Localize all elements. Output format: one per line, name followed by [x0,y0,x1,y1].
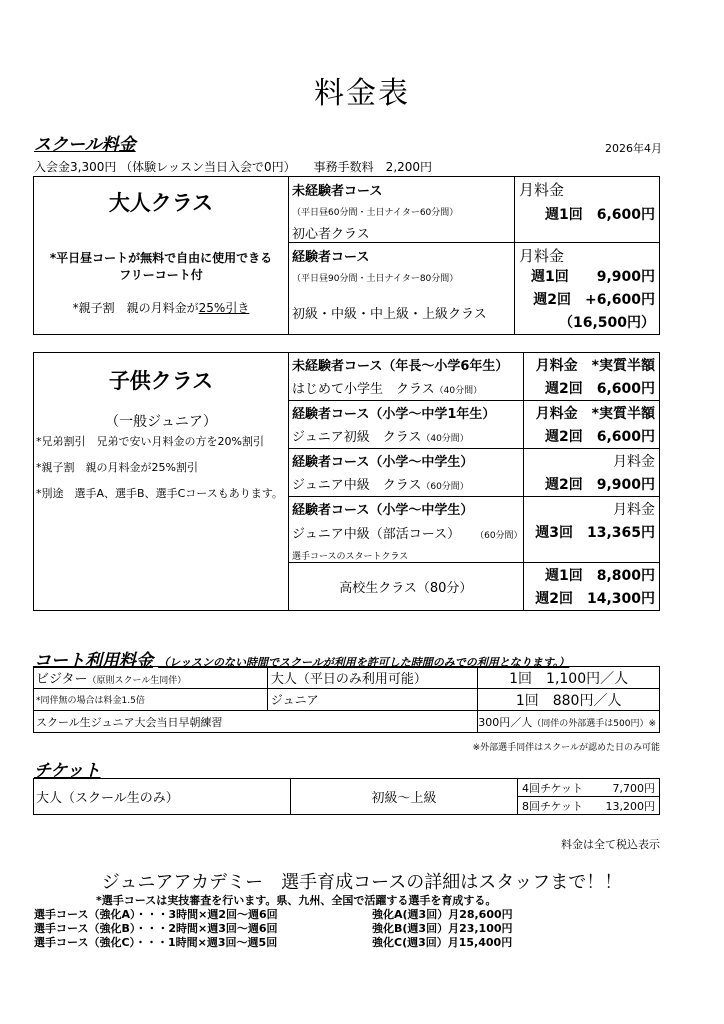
kids-row-3-course [289,449,524,497]
kids-row-2-price-cell [523,401,659,449]
kids-row-2-course [289,401,524,449]
kids-row-4-price-cell [523,497,659,563]
court-early-label: スクール生ジュニア大会当日早朝練習 [36,715,223,729]
court-junior-price: 1回 880円／人 [515,692,622,709]
ticket-4-label: 4回チケット [522,781,584,795]
adult-note-3: *親子割 親の月料金が25%引き [72,301,250,315]
ticket-8-price: 13,200円 [605,799,655,813]
academy-price-b: 強化B(週3回）月23,100円 [372,922,513,935]
kids-row-4-extra: 選手コースのスタートクラス [292,552,409,562]
kids-row-1-price: 週2回 6,600円 [544,381,655,397]
adult-note-2: フリーコート付 [119,268,203,282]
tax-note: 料金は全て税込表示 [561,838,660,851]
kids-row-1-price-cell [523,353,659,401]
kids-class-name: 子供クラス [108,369,214,393]
court-visitor-cell [34,667,268,689]
ticket-level-cell [291,779,518,815]
court-junior-price-cell [478,689,660,711]
court-visitor-note: *同伴無の場合は料金1.5倍 [36,696,145,706]
kids-row-3-month: 月料金 [613,454,655,470]
kids-hs-label: 高校生クラス（80分） [339,581,473,596]
kids-hs-cell [289,563,524,611]
date: 2026年4月 [605,142,662,155]
ticket-level: 初級～上級 [371,791,437,806]
ticket-table [33,778,660,815]
adult-course2-cell [289,243,515,335]
adult-note-1: *平日昼コートが無料で自由に使用できる [49,251,273,265]
adult-course1-month: 月料金 [519,181,565,199]
kids-row-2-class: ジュニア初級 クラス（40分間） [292,430,469,445]
academy-price-a: 強化A(週3回）月28,600円 [372,908,513,921]
kids-row-2-month: 月料金 *実質半額 [535,406,655,422]
kids-row-2-title: 経験者コース（小学～中学1年生） [292,407,496,422]
kids-note-2: *親子割 親の月料金が25%割引 [36,461,198,474]
kids-row-3-price-cell [523,449,659,497]
ticket-4-cell [518,779,660,797]
kids-class-cell [34,353,289,611]
court-table [33,666,660,733]
court-early-cell [34,711,478,733]
court-adult-label: 大人（平日のみ利用可能） [270,672,427,687]
academy-line-b: 選手コース（強化B）・・・2時間×週3回～週6回 [34,922,278,935]
ticket-who: 大人（スクール生のみ） [36,791,179,806]
kids-row-4-month: 月料金 [613,502,655,518]
academy-note: *選手コースは実技審査を行います。県、九州、全国で活躍する選手を育成する。 [96,894,497,907]
page-title: 料金表 [314,76,410,111]
adult-course1-class: 初心者クラス [292,227,370,242]
kids-hs-price-2: 週2回 14,300円 [535,591,655,607]
adult-table [33,176,660,335]
court-visitor-sub: （原則スクール生同伴） [87,676,187,686]
court-early-price-cell [478,711,660,733]
ticket-heading: チケット [34,761,101,781]
adult-course2-price-cell [515,243,660,335]
court-visitor-label: ビジター [36,672,88,687]
kids-row-2-price: 週2回 6,600円 [544,429,655,445]
school-heading: スクール料金 [34,135,136,155]
kids-row-4-title: 経験者コース（小学～中学生） [292,503,474,518]
kids-row-1-month: 月料金 *実質半額 [535,358,655,374]
adult-course2-price-1: 週1回 9,900円 [530,269,655,285]
court-junior-cell [267,689,477,711]
ticket-4-price: 7,700円 [612,781,655,795]
academy-price-c: 強化C(週3回）月15,400円 [372,936,513,949]
court-adult-price: 1回 1,100円／人 [509,670,629,687]
kids-hs-price-cell [523,563,659,611]
kids-row-4-course [289,497,524,563]
court-early-note: （同伴の外部選手は500円）※ [532,718,656,729]
adult-course1-sub: （平日昼60分間・土日ナイター60分間） [292,208,459,218]
kids-hs-price-1: 週1回 8,800円 [544,568,655,584]
court-early-price: 300円／人 [478,715,533,729]
academy-left-list [34,908,278,950]
academy-line-a: 選手コース（強化A）・・・3時間×週2回～週6回 [34,908,278,921]
court-junior-label: ジュニア [270,693,319,707]
adult-course2-price-3: （16,500円） [558,315,655,331]
kids-row-4-class: ジュニア中級（部活コース） （60分間） [292,527,523,542]
kids-note-3: *別途 選手A、選手B、選手Cコースもあります。 [36,487,283,500]
court-adult-price-cell [478,667,660,689]
adult-course1-price: 週1回 6,600円 [544,207,655,223]
adult-course2-title: 経験者コース [292,250,370,265]
academy-heading: ジュニアアカデミー 選手育成コースの詳細はスタッフまで！！ [101,872,623,893]
ticket-8-cell [518,797,660,815]
adult-course2-price-2: 週2回 +6,600円 [533,292,655,308]
academy-line-c: 選手コース（強化C）・・・1時間×週3回～週5回 [34,936,278,949]
school-fees: 入会金3,300円 （体験レッスン当日入会で0円） 事務手数料 2,200円 [34,160,433,174]
adult-course2-month: 月料金 [519,247,565,265]
kids-row-1-course [289,353,524,401]
kids-row-1-title: 未経験者コース（年長～小学6年生） [292,359,509,374]
adult-course1-cell [289,177,515,243]
court-heading: コート利用料金 [34,651,153,671]
kids-row-1-class: はじめて小学生 クラス（40分間） [292,382,483,397]
court-footnote: ※外部選手同伴はスクールが認めた日のみ可能 [472,743,660,753]
adult-class-name: 大人クラス [108,191,214,215]
kids-note-1: *兄弟割引 兄弟で安い月料金の方を20%割引 [36,435,264,448]
kids-row-4-price: 週3回 13,365円 [535,525,655,541]
ticket-8-label: 8回チケット [522,799,584,813]
adult-course1-price-cell [515,177,660,243]
kids-table [33,352,660,611]
court-adult-cell [267,667,477,689]
court-visitor-note-cell [34,689,268,711]
ticket-who-cell [34,779,291,815]
court-note: （レッスンのない時間でスクールが利用を許可した時間のみでの利用となります。） [158,656,570,669]
adult-course2-sub: （平日昼90分間・土日ナイター80分間） [292,274,459,284]
kids-row-3-class: ジュニア中級 クラス（60分間） [292,478,469,493]
kids-row-3-title: 経験者コース（小学～中学生） [292,455,474,470]
kids-row-3-price: 週2回 9,900円 [544,477,655,493]
kids-class-sub: （一般ジュニア） [105,414,217,430]
adult-course1-title: 未経験者コース [292,184,383,199]
adult-class-cell [34,177,289,335]
adult-course2-class: 初級・中級・中上級・上級クラス [292,307,487,322]
academy-right-list [372,908,513,950]
